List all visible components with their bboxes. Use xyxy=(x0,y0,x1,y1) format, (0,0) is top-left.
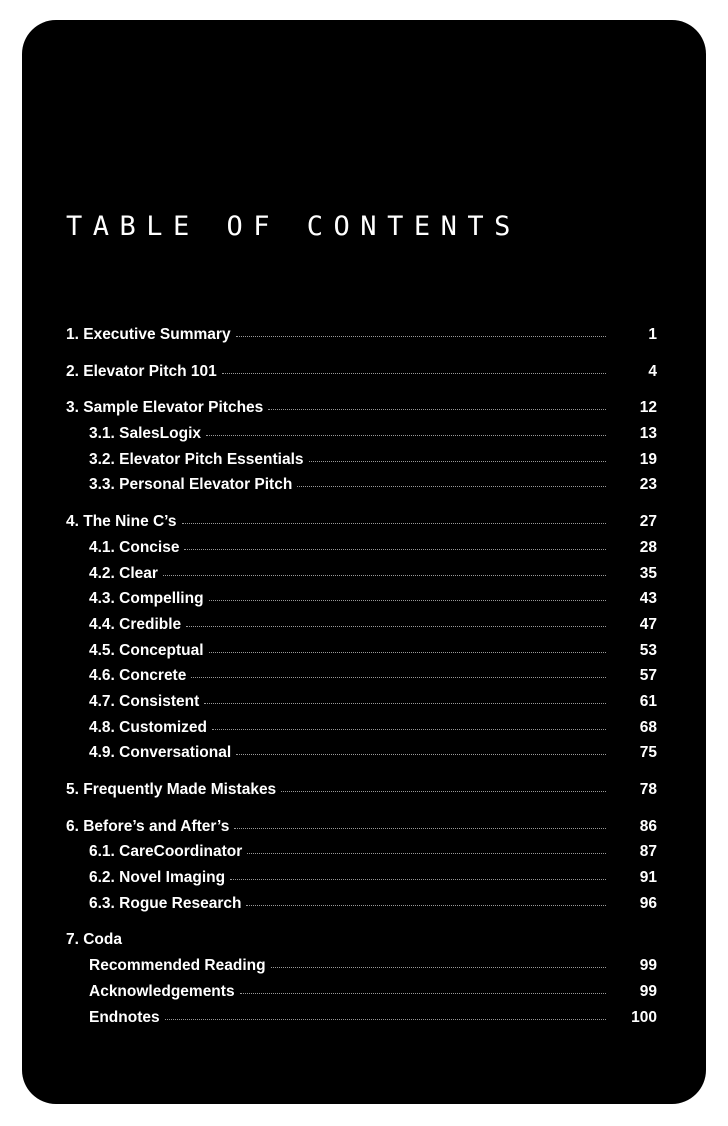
toc-entry-label: 4.9. Conversational xyxy=(89,744,232,762)
toc-section-heading: 7. Coda xyxy=(66,931,122,949)
toc-page-number: 53 xyxy=(639,641,657,659)
dot-leader xyxy=(236,336,606,337)
toc-entry-label: 4.7. Consistent xyxy=(89,692,200,710)
toc-page-number: 96 xyxy=(639,894,657,912)
dot-leader xyxy=(281,791,606,792)
toc-entry-label: 4.5. Conceptual xyxy=(89,641,204,659)
dot-leader xyxy=(240,993,606,994)
toc-subentry[interactable] xyxy=(66,561,657,587)
toc-page-number: 12 xyxy=(639,399,657,417)
toc-page-number: 91 xyxy=(639,869,657,887)
toc-page-number: 99 xyxy=(639,957,657,975)
toc-entry-label: Endnotes xyxy=(89,1008,160,1026)
toc-page-number: 4 xyxy=(648,362,657,380)
dot-leader xyxy=(212,729,606,730)
toc-page-number: 86 xyxy=(639,817,657,835)
toc-entry-label: 4.1. Concise xyxy=(89,538,180,556)
dot-leader xyxy=(309,461,606,462)
dot-leader xyxy=(184,549,606,550)
dot-leader xyxy=(163,575,606,576)
toc-entry-label: 3.1. SalesLogix xyxy=(89,425,201,443)
toc-entry-label: Acknowledgements xyxy=(89,982,235,1000)
toc-subentry[interactable] xyxy=(66,891,657,917)
toc-subentry[interactable] xyxy=(66,421,657,447)
toc-page-number: 61 xyxy=(639,692,657,710)
toc-page-number: 23 xyxy=(639,476,657,494)
dot-leader xyxy=(246,905,606,906)
toc-page-number: 35 xyxy=(639,564,657,582)
toc-entry[interactable] xyxy=(66,777,657,803)
toc-entry-label: 6.3. Rogue Research xyxy=(89,894,242,912)
toc-subentry[interactable] xyxy=(66,638,657,664)
toc-subentry[interactable] xyxy=(66,839,657,865)
dot-leader xyxy=(297,486,606,487)
toc-subentry[interactable] xyxy=(66,472,657,498)
toc-page-number: 57 xyxy=(639,667,657,685)
dot-leader xyxy=(182,523,606,524)
toc-entry-label: 5. Frequently Made Mistakes xyxy=(66,781,277,798)
toc-subentry[interactable] xyxy=(66,535,657,561)
toc-page-number: 28 xyxy=(639,538,657,556)
dot-leader xyxy=(236,754,606,755)
toc-entry-label: 1. Executive Summary xyxy=(66,326,231,343)
table-of-contents xyxy=(66,322,657,1030)
toc-page-number: 27 xyxy=(639,513,657,531)
toc-entry-label: 4.2. Clear xyxy=(89,564,158,582)
dot-leader xyxy=(209,652,606,653)
toc-page xyxy=(22,20,706,1104)
dot-leader xyxy=(209,600,606,601)
toc-subentry[interactable] xyxy=(66,586,657,612)
toc-entry-label: 3. Sample Elevator Pitches xyxy=(66,399,264,417)
toc-subentry[interactable] xyxy=(66,979,657,1005)
dot-leader xyxy=(234,828,606,829)
toc-page-number: 87 xyxy=(639,843,657,861)
toc-entry-label: 4.4. Credible xyxy=(89,615,182,633)
toc-subentry[interactable] xyxy=(66,865,657,891)
page-title: TABLE OF CONTENTS xyxy=(66,211,521,242)
toc-entry-label: 4.3. Compelling xyxy=(89,590,204,608)
toc-entry-label: 3.3. Personal Elevator Pitch xyxy=(89,476,293,494)
toc-entry-label: 6.2. Novel Imaging xyxy=(89,869,226,887)
toc-entry-label: 4.8. Customized xyxy=(89,718,207,736)
toc-entry-label: Recommended Reading xyxy=(89,957,266,975)
toc-page-number: 75 xyxy=(639,744,657,762)
toc-page-number: 19 xyxy=(639,450,657,468)
dot-leader xyxy=(222,373,606,374)
toc-page-number: 13 xyxy=(639,425,657,443)
toc-page-number: 1 xyxy=(648,326,657,343)
toc-page-number: 68 xyxy=(639,718,657,736)
dot-leader xyxy=(230,879,606,880)
toc-entry-label: 4. The Nine C’s xyxy=(66,513,177,531)
toc-entry[interactable] xyxy=(66,814,657,840)
toc-entry[interactable] xyxy=(66,359,657,385)
toc-subentry[interactable] xyxy=(66,612,657,638)
dot-leader xyxy=(165,1019,606,1020)
toc-entry-label: 6.1. CareCoordinator xyxy=(89,843,243,861)
toc-entry[interactable] xyxy=(66,395,657,421)
toc-page-number: 43 xyxy=(639,590,657,608)
toc-page-number: 100 xyxy=(631,1008,657,1026)
toc-entry[interactable] xyxy=(66,322,657,348)
dot-leader xyxy=(204,703,606,704)
toc-entry-label: 2. Elevator Pitch 101 xyxy=(66,362,217,380)
dot-leader xyxy=(191,677,606,678)
toc-entry-label: 4.6. Concrete xyxy=(89,667,187,685)
toc-subentry[interactable] xyxy=(66,953,657,979)
toc-entry-label: 6. Before’s and After’s xyxy=(66,817,230,835)
toc-entry[interactable] xyxy=(66,509,657,535)
toc-entry-label: 3.2. Elevator Pitch Essentials xyxy=(89,450,304,468)
toc-page-number: 78 xyxy=(639,781,657,798)
toc-subentry[interactable] xyxy=(66,1005,657,1031)
toc-subentry[interactable] xyxy=(66,447,657,473)
toc-page-number: 99 xyxy=(639,982,657,1000)
dot-leader xyxy=(268,409,606,410)
toc-subentry[interactable] xyxy=(66,715,657,741)
dot-leader xyxy=(206,435,606,436)
toc-subentry[interactable] xyxy=(66,689,657,715)
dot-leader xyxy=(271,967,606,968)
toc-page-number: 47 xyxy=(639,615,657,633)
toc-subentry[interactable] xyxy=(66,663,657,689)
toc-subentry[interactable] xyxy=(66,740,657,766)
dot-leader xyxy=(247,853,606,854)
dot-leader xyxy=(186,626,606,627)
